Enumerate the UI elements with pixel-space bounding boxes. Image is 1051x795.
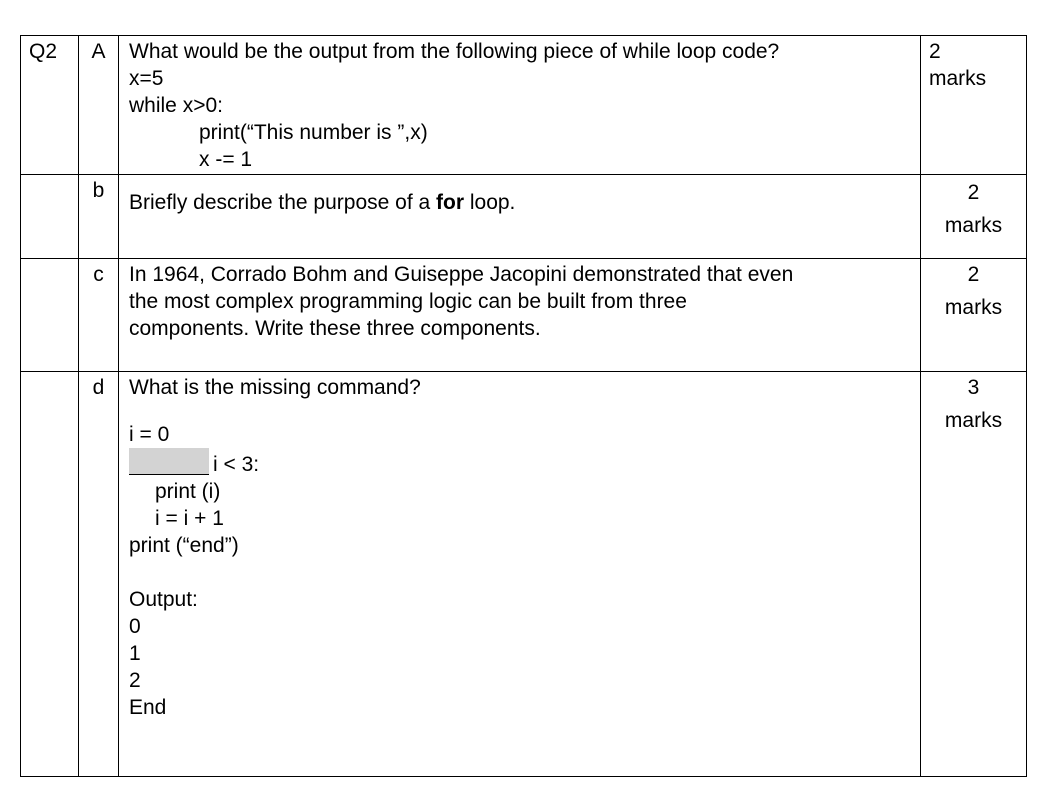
marks-cell [921,175,1027,259]
code-line: while x>0: [129,94,223,117]
empty-cell [21,175,79,259]
marks-cell [921,259,1027,372]
output-line: 0 [129,615,141,638]
output-line: End [129,696,167,719]
part-label: c [79,259,119,372]
marks-number: 2 [967,181,980,204]
code-line: i = 0 [129,423,170,446]
empty-cell [21,372,79,777]
output-line: 1 [129,642,141,665]
code-line: print (“end”) [129,534,239,557]
part-label: A [79,36,119,175]
marks-word: marks [944,214,1003,237]
code-line-with-blank [129,448,920,478]
prompt-bold-keyword: for [436,191,465,214]
code-line: print(“This number is ”,x) [199,121,428,144]
prompt-text: What is the missing command? [129,376,421,399]
spacer [129,559,920,586]
marks-number: 2 [929,40,941,63]
code-line: print (i) [155,480,221,503]
question-text-a [119,36,921,175]
question-text-c [119,259,921,372]
prompt-text: Briefly describe the purpose of a [129,191,437,214]
table-row [21,259,1027,372]
output-line: 2 [129,669,141,692]
prompt-text: loop. [464,191,516,214]
question-table [20,35,1027,777]
question-text-d [119,372,921,777]
marks-number: 3 [967,376,980,399]
empty-cell [21,259,79,372]
part-label: d [79,372,119,777]
code-text: i < 3: [213,453,260,476]
code-line: x=5 [129,67,164,90]
spacer [129,401,920,421]
prompt-line: components. Write these three components. [129,317,541,340]
marks-word: marks [929,67,987,90]
table-row [21,372,1027,777]
marks-cell [921,372,1027,777]
prompt-line: In 1964, Corrado Bohm and Guiseppe Jacopini demonstrated that even [129,263,794,286]
missing-command-blank [129,448,209,475]
marks-word: marks [944,296,1003,319]
part-label: b [79,175,119,259]
marks-word: marks [944,409,1003,432]
marks-cell [921,36,1027,175]
marks-number: 2 [967,263,980,286]
output-label: Output: [129,588,198,611]
table-row [21,36,1027,175]
question-text-b [119,175,921,259]
code-line: i = i + 1 [155,507,224,530]
code-line: x -= 1 [199,148,253,171]
prompt-line: the most complex programming logic can be built from three [129,290,687,313]
question-number: Q2 [21,36,79,175]
prompt-text: What would be the output from the following piece of while loop code? [129,40,780,63]
table-row [21,175,1027,259]
